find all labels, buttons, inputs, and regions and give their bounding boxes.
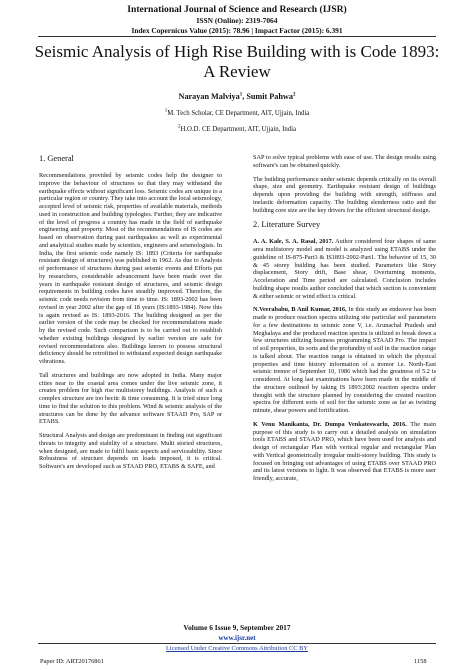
affiliation-2: [0, 126, 474, 133]
review-paragraph: [253, 238, 436, 300]
body-paragraph: Structural Analysis and design are predominant in finding out significant threats to integrity and stability of a structure. Multi storied structures, when designed, are made to fulfil basic aspects and serviceability. Since Robustness of structure depends on loads imposed, it is critical. Software's are developed such as STAAD PRO, ETABS & SAFE, and: [39, 432, 222, 470]
author-name: Sumit Pahwa: [246, 92, 293, 101]
body-paragraph: SAP to solve typical problems with ease of use. The design results using software's can be obtained quickly.: [253, 154, 436, 169]
footer-divider: [38, 643, 436, 644]
right-column: [253, 154, 436, 630]
author-line: [0, 92, 474, 101]
license-link[interactable]: Licensed Under Creative Commons Attribution CC BY: [166, 645, 308, 652]
review-text: In this study an endeavor has been made to produce reaction spectra utilizing site particular soil parameters for a few destinations in seismic zone V, i.e. Arunachal Pradesh and Meghalaya and the produced reaction spectra is utilized to break down a few structures utilizing business programming STAAD Pro. The impact of soil properties, its sorts and the profundity of soil in the reaction range is talked about. The reaction range is obtained in which the physical properties and time history information of a tremor i.e. North-East seismic tremor of September 10, 1986 which had the greatness of 5.2 is considered. At long last examinations have been made in the middle of the structure outlined by taking IS 1893:2002 reaction spectra under thought with the structure planned by considering the created reaction spectra for different sorts of soil for the seismic zone as far as twisting minute, shear powers and fortification.: [253, 306, 436, 414]
section-heading: 1. General: [39, 154, 74, 163]
header-divider: [38, 36, 436, 37]
affiliation-superscript: 1: [164, 108, 168, 114]
author-name: Narayan Malviya: [178, 92, 240, 101]
body-paragraph: Tall structures and buildings are now adopted in India. Many major cities near to the coastal area comes under the live seismic zone, it creates problem for high rise multistorey buildings. Analysis of such a complex structure are too hectic & time consuming. It is tried since long time to find the solution to this problem. Wind & seismic analysis of the structures can be done by the advance software STAAD Pro, SAP or ETABS.: [39, 371, 222, 426]
author-superscript: 1: [239, 92, 243, 98]
left-column: [39, 154, 222, 630]
affiliation-text: M. Tech Scholar, CE Department, AIT, Ujjain, India: [167, 110, 310, 117]
affiliation-superscript: 2: [177, 124, 181, 130]
review-paragraph: [253, 306, 436, 415]
journal-name: International Journal of Science and Research (IJSR): [127, 4, 347, 15]
affiliation-text: H.O.D. CE Department, AIT, Ujjain, India: [180, 126, 297, 133]
body-paragraph: The building performance under seismic depends critically on its overall shape, size and geometry. Earthquake resistant design of buildings depends upon providing the building with strength, stiffness and inelastic deformation capacity. The building slenderness ratio and the building core size are the key drivers for the efficient structural design.: [253, 175, 436, 214]
review-text: Author considered four shapes of same area multistorey model and model is analyzed using ETABS under the guideline of IS-875-Part3 & IS1893-2002-Part1. The behavior of 15, 30 & 45 storey building has been studied. Parameters like Story displacement, Story drift, Base shear, Overturning moments, Acceleration and Time period are calculated. Conclusion includes building shape results author concluded that which section is convenient & either seismic or wind effect is critical.: [253, 238, 436, 300]
author-separator: ,: [242, 92, 247, 101]
affiliation-1: [0, 110, 474, 117]
page-number: 1158: [414, 658, 427, 665]
body-paragraph: Recommendations provided by seismic codes help the designer to improve the behaviour of structures so that they may withstand the earthquake effects without significant loss. Seismic codes are unique to a particular region or country. They take into account the local seismology, accepted level of seismic risk, properties of available materials, methods used in construction and building typologies. Further, they are indicative of the level of progress a country has made in the field of earthquake engineering and property. Most of the recommendations of IS codes are based on observation during past earthquakes as well as experimental and analytical studies made by scientists, engineers and seismologists. In India, the first seismic code namely IS: 1893 (Criteria for earthquake resistant design of structures) was published in 1962. As due to Analysis of performance of structures during past seismic events and Efforts put by researchers, considerable advancement have been made over the years in earthquake resistant design of structures, and seismic design requirements in building codes have steadily improved. Therefore, the seismic code needs revision from time to time. IS: 1893-2002 has been revised in year 2002 after the gap of 18 years (IS:1893-1984). Now this is again revised as IS: 1893-2016. The building designed as per the earlier version of the code may be checked for recommendations made by the revised code. Such comparison is to be carried out to establish whether existing buildings designed by earlier version are safe for revised recommendations also. Buildings known to possess structural deficiency should be retrofitted to withstand expected design earthquake vibrations.: [39, 172, 222, 365]
issn-line: ISSN (Online): 2319-7064: [196, 16, 278, 25]
author-superscript: 2: [292, 92, 296, 98]
paper-title: Seismic Analysis of High Rise Building with is Code 1893: A Review: [34, 42, 440, 81]
review-citation: N.Veerababu, B Anil Kumar, 2016,: [253, 306, 347, 314]
review-paragraph: [253, 421, 436, 483]
review-citation: K Venu Manikanta, Dr. Dumpa Venkateswarlu, 2016.: [253, 420, 407, 428]
journal-website-link[interactable]: www.ijsr.net: [218, 634, 256, 642]
paper-id: Paper ID: ART20176861: [40, 658, 104, 665]
volume-issue: Volume 6 Issue 9, September 2017: [183, 623, 291, 632]
review-text: The main purpose of this study is to carry out a detailed analysis on simulation tools ETABS and STAAD PRO, which have been used for analysis and design of rectangular Plan with vertical regular and rectangular Plan with Vertical geometrically irregular multi-storey building. This study is focused on bringing out advantages of using ETABS over STAAD PRO and its latest versions to light. It was observed that ETABS is more user friendly, accurate,: [253, 420, 436, 482]
section-heading: 2. Literature Survey: [253, 220, 321, 230]
review-citation: A. A. Kale, S. A. Rasal, 2017.: [253, 238, 334, 246]
impact-factor-line: Index Copernicus Value (2015): 78.96 | Impact Factor (2015): 6.391: [131, 26, 343, 35]
